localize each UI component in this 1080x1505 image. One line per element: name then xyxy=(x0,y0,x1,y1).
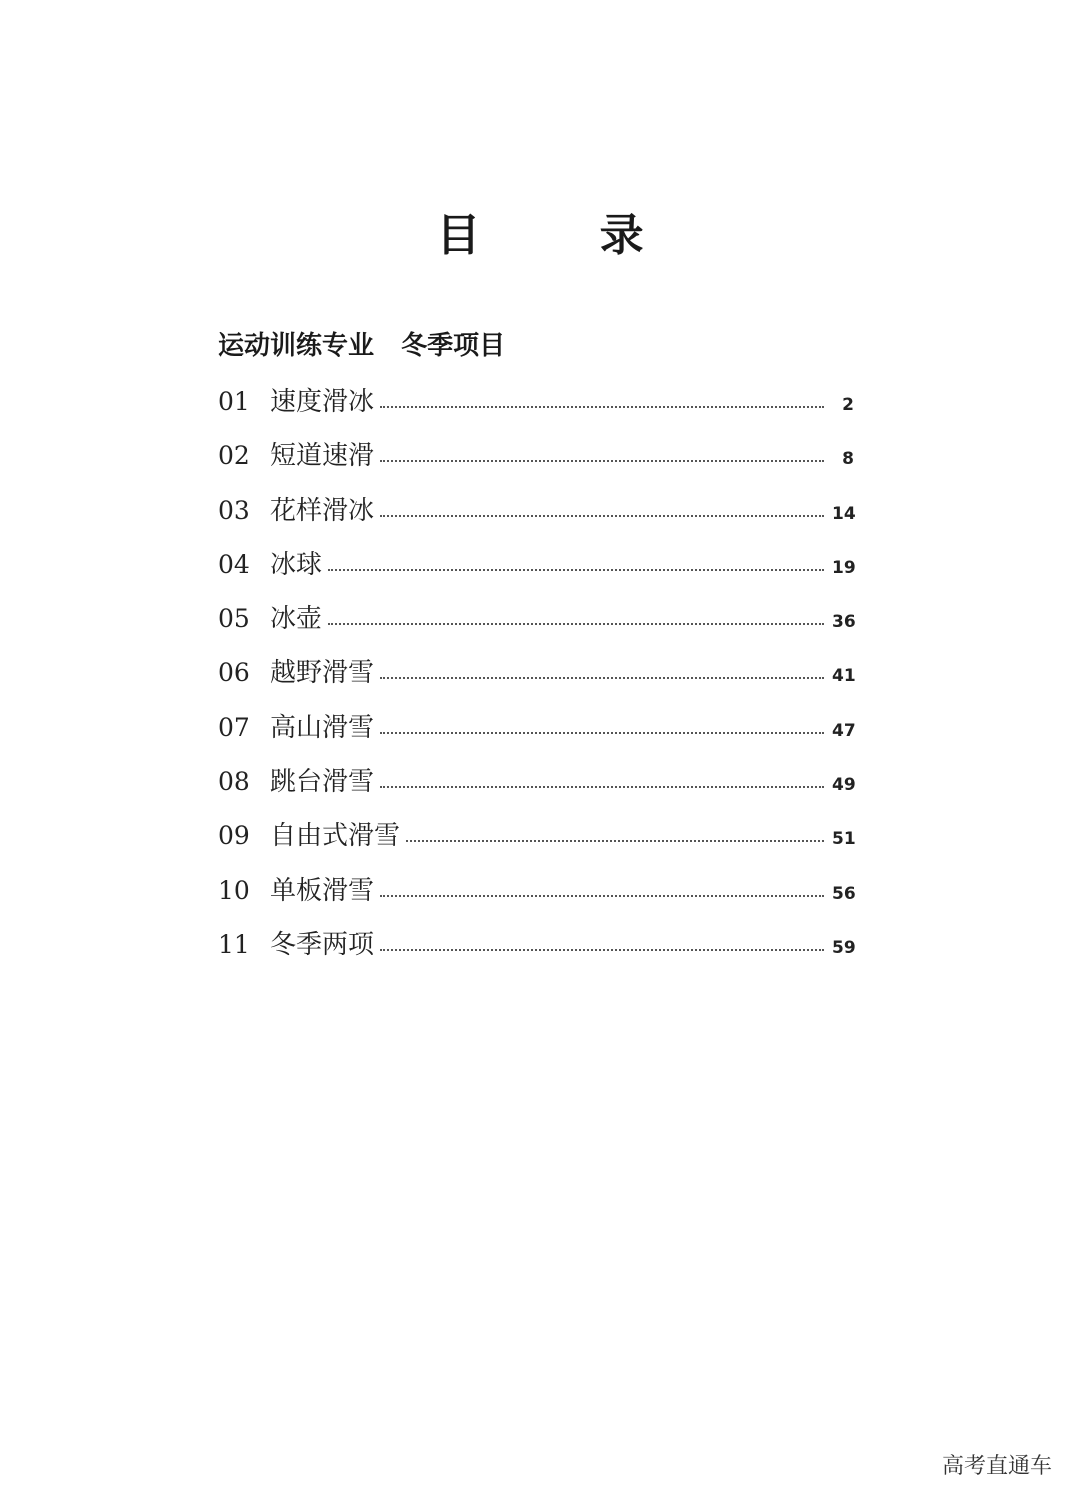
dot-leader xyxy=(380,675,824,679)
toc-entry-page: 47 xyxy=(832,720,856,741)
toc-entry-page: 14 xyxy=(832,503,856,524)
toc-entry-number: 06 xyxy=(218,658,250,688)
toc-entry-05[interactable] xyxy=(218,601,854,655)
dot-leader xyxy=(380,947,824,951)
toc-entry-page: 36 xyxy=(832,612,856,633)
toc-entry-title: 跳台滑雪 xyxy=(270,767,375,798)
toc-entry-title: 高山滑雪 xyxy=(270,712,375,743)
toc-entry-title: 单板滑雪 xyxy=(270,875,375,906)
toc-entry-title: 速度滑冰 xyxy=(270,387,375,417)
section-heading: 运动训练专业 冬季项目 xyxy=(218,331,506,361)
dot-leader xyxy=(406,838,824,842)
dot-leader xyxy=(328,567,824,571)
toc-entry-page: 56 xyxy=(832,883,856,904)
toc-entry-08[interactable] xyxy=(218,764,854,818)
source-watermark: 高考直通车 xyxy=(941,1454,1052,1479)
toc-entry-09[interactable] xyxy=(218,818,854,872)
toc-entry-page: 51 xyxy=(832,829,856,850)
toc-entry-number: 10 xyxy=(218,875,250,905)
dot-leader xyxy=(380,404,824,408)
toc-entry-title: 短道速滑 xyxy=(270,441,375,472)
toc-entry-number: 07 xyxy=(218,712,250,742)
toc-entry-number: 05 xyxy=(218,604,250,634)
toc-entry-number: 01 xyxy=(218,387,250,416)
toc-entry-title: 冰壶 xyxy=(270,604,323,635)
toc-entry-title: 越野滑雪 xyxy=(270,658,375,689)
toc-entry-03[interactable] xyxy=(218,493,854,547)
toc-entry-page: 59 xyxy=(832,937,856,958)
toc-entry-number: 02 xyxy=(218,441,250,471)
toc-entry-page: 19 xyxy=(832,557,856,578)
toc-entry-number: 11 xyxy=(218,929,250,959)
dot-leader xyxy=(380,893,824,897)
toc-entry-number: 04 xyxy=(218,549,250,579)
dot-leader xyxy=(380,458,824,462)
dot-leader xyxy=(380,513,824,517)
toc-entry-title: 自由式滑雪 xyxy=(270,821,401,852)
dot-leader xyxy=(380,784,824,788)
dot-leader xyxy=(328,621,824,625)
toc-entry-02[interactable] xyxy=(218,438,854,492)
toc-entry-10[interactable] xyxy=(218,873,854,927)
page-title: 目 录 xyxy=(436,210,696,261)
toc-entry-page: 49 xyxy=(832,775,856,796)
toc-entry-page: 2 xyxy=(842,395,854,415)
toc-entry-01[interactable] xyxy=(218,384,854,438)
toc-entry-07[interactable] xyxy=(218,710,854,764)
toc-entry-page: 8 xyxy=(842,449,854,470)
dot-leader xyxy=(380,730,824,734)
toc-entry-04[interactable] xyxy=(218,547,854,601)
toc-entry-06[interactable] xyxy=(218,655,854,709)
toc-entry-number: 09 xyxy=(218,821,250,851)
toc-entry-page: 41 xyxy=(832,666,856,687)
toc-entry-11[interactable] xyxy=(218,927,854,981)
toc-entry-number: 08 xyxy=(218,767,250,797)
toc-entry-title: 冰球 xyxy=(270,549,323,580)
toc-entry-title: 冬季两项 xyxy=(270,929,375,960)
toc-entry-title: 花样滑冰 xyxy=(270,495,375,526)
table-of-contents xyxy=(218,384,854,981)
toc-entry-number: 03 xyxy=(218,495,250,525)
